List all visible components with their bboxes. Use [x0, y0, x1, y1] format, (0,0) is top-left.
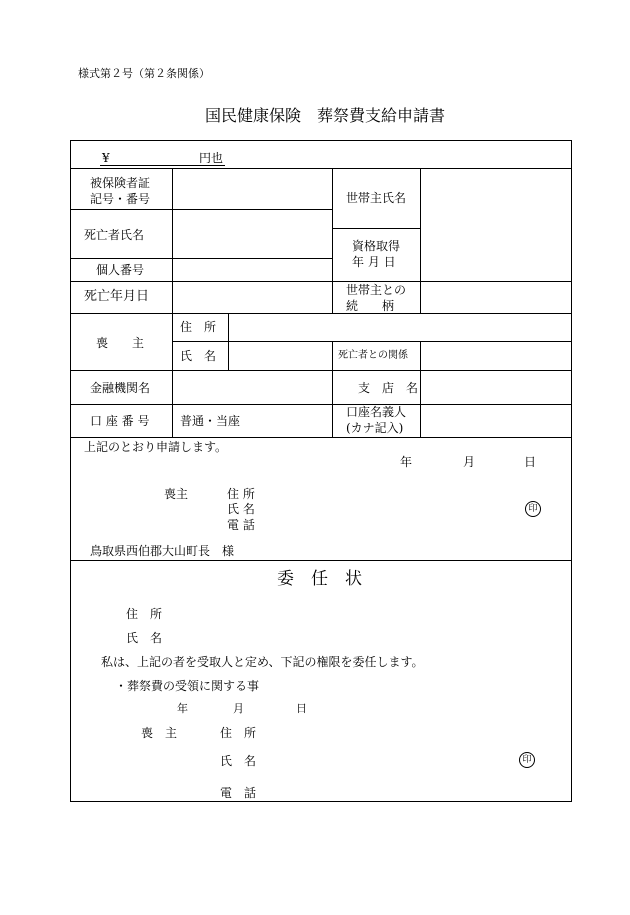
death-date-label: 死亡年月日 [84, 289, 150, 304]
divider [70, 313, 572, 314]
proxy-day-label: 日 [296, 702, 307, 715]
personal-number-input[interactable] [174, 260, 330, 280]
divider [70, 370, 572, 371]
divider [332, 370, 333, 437]
applicant-phone-label: 電 話 [227, 518, 255, 532]
divider [172, 209, 332, 210]
account-holder-label-1: 口座名義人 [346, 405, 407, 419]
application-statement: 上記のとおり申請します。 [84, 440, 228, 454]
death-date-input[interactable] [174, 283, 330, 312]
divider [70, 560, 572, 561]
personal-number-label: 個人番号 [96, 263, 145, 277]
divider [332, 168, 333, 313]
account-number-label: 口 座 番 号 [90, 414, 150, 428]
qualification-date-label-2: 年 月 日 [352, 255, 396, 269]
relationship-to-head-label-1: 世帯主との [346, 283, 407, 297]
divider [70, 281, 572, 282]
proxy-address-label: 住 所 [126, 607, 163, 621]
relationship-to-head-input[interactable] [422, 283, 570, 312]
divider [70, 209, 172, 210]
applicant-name-label: 氏 名 [227, 502, 255, 516]
account-holder-input[interactable] [422, 406, 570, 436]
mourner-address-input[interactable] [230, 315, 570, 340]
branch-name-input[interactable] [422, 372, 570, 403]
divider [70, 437, 572, 438]
mourner-address-label: 住 所 [180, 320, 217, 334]
divider [420, 168, 421, 313]
divider [332, 228, 420, 229]
applicant-label: 喪主 [164, 487, 189, 501]
divider [332, 341, 333, 370]
relation-to-deceased-label: 死亡者との関係 [338, 350, 408, 361]
qualification-date-input[interactable] [422, 230, 570, 280]
bank-name-label: 金融機関名 [90, 381, 151, 395]
bank-name-input[interactable] [174, 372, 330, 403]
relation-to-deceased-input[interactable] [422, 343, 570, 369]
mourner-name-label: 氏 名 [180, 349, 217, 363]
proxy-mourner-name-label: 氏 名 [220, 754, 257, 768]
seal-icon: 印 [525, 501, 541, 517]
mourner-label: 喪 主 [96, 336, 145, 350]
account-number-input[interactable] [252, 406, 330, 436]
deceased-name-input[interactable] [174, 211, 330, 257]
relationship-to-head-label-2: 続 柄 [346, 299, 395, 313]
branch-name-label: 支 店 名 [358, 381, 419, 395]
seal-icon: 印 [519, 752, 535, 768]
insurance-card-label-1: 被保険者証 [90, 176, 151, 190]
divider [70, 168, 572, 169]
yen-sign: ¥ [102, 151, 110, 165]
divider [70, 404, 572, 405]
insurance-card-input[interactable] [174, 170, 330, 208]
proxy-mourner-address-label: 住 所 [220, 726, 257, 740]
account-type-option[interactable]: 普通・当座 [180, 414, 241, 428]
divider [228, 313, 229, 370]
divider [420, 341, 421, 437]
amount-input[interactable] [116, 148, 196, 166]
proxy-title: 委 任 状 [277, 569, 362, 589]
proxy-mourner-phone-label: 電 話 [220, 786, 257, 800]
proxy-month-label: 月 [233, 702, 244, 715]
application-day-label: 日 [524, 455, 537, 469]
addressee: 鳥取県西伯郡大山町長 様 [90, 544, 235, 558]
mourner-name-input[interactable] [230, 343, 330, 369]
insurance-card-label-2: 記号・番号 [90, 192, 151, 206]
proxy-year-label: 年 [177, 702, 188, 715]
application-year-label: 年 [400, 455, 413, 469]
proxy-statement: 私は、上記の者を受取人と定め、下記の権限を委任します。 [101, 655, 424, 669]
proxy-item: ・葬祭費の受領に関する事 [115, 679, 260, 693]
applicant-address-label: 住 所 [227, 487, 255, 501]
application-month-label: 月 [463, 455, 476, 469]
qualification-date-label-1: 資格取得 [352, 239, 401, 253]
account-holder-label-2: (カナ記入) [346, 421, 404, 435]
page-title: 国民健康保険 葬祭費支給申請書 [205, 106, 446, 125]
head-name-input[interactable] [422, 170, 570, 227]
form-number: 様式第２号（第２条関係） [78, 67, 210, 80]
amount-unit: 円也 [199, 151, 224, 165]
proxy-mourner-label: 喪 主 [141, 726, 178, 740]
divider [172, 168, 173, 437]
proxy-name-label: 氏 名 [126, 631, 163, 645]
divider [70, 258, 332, 259]
head-name-label: 世帯主氏名 [346, 191, 407, 205]
divider [172, 341, 572, 342]
deceased-name-label: 死亡者氏名 [84, 228, 145, 242]
